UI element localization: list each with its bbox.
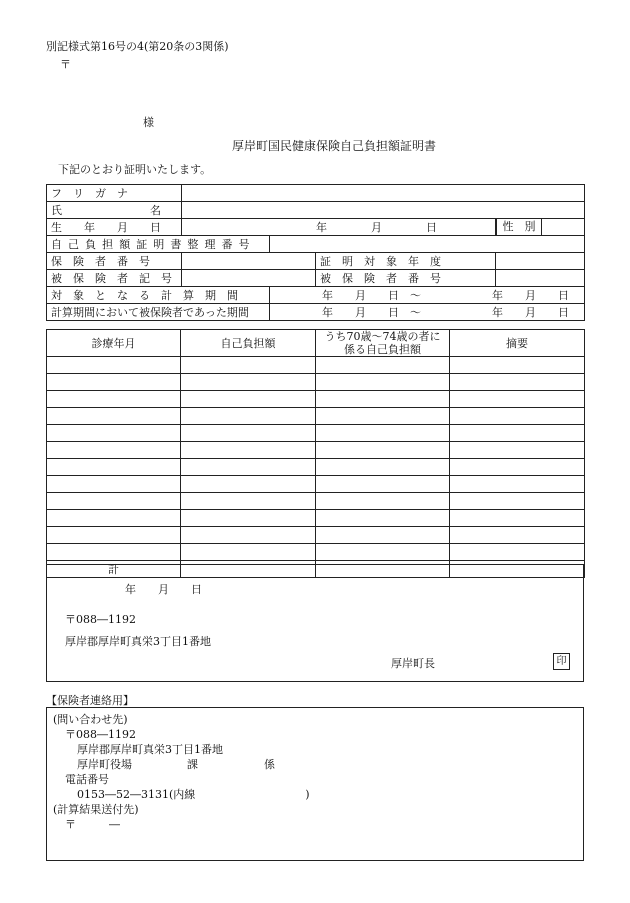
self-cell[interactable] [181,544,316,561]
calc-period-label: 対 象 と な る 計 算 期 間 [47,287,270,304]
table-row [47,493,585,510]
col-self-header: 自己負担額 [181,330,316,357]
calc-period-field[interactable] [270,287,585,304]
official-seal [553,653,570,670]
col-70-header-line2: 係る自己負担額 [344,343,421,356]
contact-postal: 〒088―1192 [65,728,136,741]
table-row [47,442,585,459]
note-cell[interactable] [450,425,585,442]
insurer-no-field[interactable] [182,253,316,270]
note-cell[interactable] [450,544,585,561]
calc-period-to: 年 月 日 [492,289,569,302]
send-to-postal[interactable]: 〒 ― [65,818,120,831]
month-cell[interactable] [47,357,181,374]
insured-no-label: 被 保 険 者 番 号 [316,270,496,287]
note-cell[interactable] [450,527,585,544]
insured-period-label: 計算期間において被保険者であった期間 [47,304,270,321]
month-cell[interactable] [47,391,181,408]
table-row [47,391,585,408]
table-row [47,425,585,442]
month-cell[interactable] [47,493,181,510]
gender-field[interactable] [542,219,584,235]
cert-year-label: 証 明 対 象 年 度 [316,253,496,270]
month-cell[interactable] [47,425,181,442]
inquiry-label: (問い合わせ先) [53,713,128,726]
contact-office: 厚岸町役場 課 係 [77,758,275,771]
month-cell[interactable] [47,442,181,459]
self-cell[interactable] [181,357,316,374]
phone-number: 0153―52―3131(内線 ) [77,788,310,801]
cert-no-label: 自己負担額証明書整理番号 [47,236,270,253]
honorific: 様 [143,116,154,129]
age70-cell[interactable] [316,527,450,544]
table-row [47,459,585,476]
age70-cell[interactable] [316,476,450,493]
gender-label: 性 別 [496,219,542,235]
month-cell[interactable] [47,527,181,544]
age70-cell[interactable] [316,408,450,425]
intro-text: 下記のとおり証明いたします。 [58,163,212,176]
table-row [47,527,585,544]
issuer-postal: 〒088―1192 [65,613,136,626]
age70-cell[interactable] [316,459,450,476]
insured-period-field[interactable] [270,304,585,321]
age70-cell[interactable] [316,544,450,561]
note-cell[interactable] [450,493,585,510]
gender-cell [496,219,585,236]
expense-table [46,329,585,578]
table-row [47,510,585,527]
mayor-title: 厚岸町長 [391,657,435,670]
phone-label: 電話番号 [65,773,109,786]
table-row [47,476,585,493]
self-cell[interactable] [181,374,316,391]
cert-date[interactable]: 年 月 日 [125,583,202,596]
col-month-header: 診療年月 [47,330,181,357]
col-note-header: 摘要 [450,330,585,357]
furigana-field[interactable] [182,185,585,202]
insured-symbol-label: 被 保 険 者 記 号 [47,270,182,287]
age70-cell[interactable] [316,374,450,391]
insured-no-field[interactable] [496,270,585,287]
self-cell[interactable] [181,391,316,408]
info-table [46,184,585,321]
self-cell[interactable] [181,442,316,459]
postal-mark: 〒 [60,58,71,71]
self-cell[interactable] [181,493,316,510]
contact-box [46,707,584,861]
month-cell[interactable] [47,459,181,476]
cert-no-field[interactable] [270,236,585,253]
note-cell[interactable] [450,408,585,425]
table-row [47,408,585,425]
self-cell[interactable] [181,527,316,544]
note-cell[interactable] [450,391,585,408]
self-cell[interactable] [181,459,316,476]
month-cell[interactable] [47,476,181,493]
cert-year-field[interactable] [496,253,585,270]
name-field[interactable] [182,202,585,219]
age70-cell[interactable] [316,510,450,527]
self-cell[interactable] [181,408,316,425]
insured-period-to: 年 月 日 [492,306,569,319]
table-row [47,544,585,561]
total-label: 計 [47,561,181,578]
month-cell[interactable] [47,510,181,527]
age70-cell[interactable] [316,357,450,374]
note-cell[interactable] [450,510,585,527]
col-70-header-line1: うち70歳～74歳の者に [324,330,441,343]
age70-cell[interactable] [316,493,450,510]
age70-cell[interactable] [316,442,450,459]
furigana-label: フ リ ガ ナ [47,185,182,202]
self-cell[interactable] [181,476,316,493]
issuer-address: 厚岸郡厚岸町真栄3丁目1番地 [65,635,211,648]
contact-address: 厚岸郡厚岸町真栄3丁目1番地 [77,743,223,756]
age70-cell[interactable] [316,425,450,442]
table-row [47,357,585,374]
table-row [47,374,585,391]
insured-symbol-field[interactable] [182,270,316,287]
month-cell[interactable] [47,544,181,561]
seal-icon: 印 [553,653,570,670]
note-cell[interactable] [450,357,585,374]
birth-label: 生 年 月 日 [47,219,182,236]
col-70-header [316,330,450,357]
contact-heading: 【保険者連絡用】 [46,694,134,707]
insured-period-from: 年 月 日 ～ [322,306,421,319]
note-cell[interactable] [450,374,585,391]
calc-period-from: 年 月 日 ～ [322,289,421,302]
self-cell[interactable] [181,425,316,442]
form-reference: 別記様式第16号の4(第20条の3関係) [46,40,229,53]
month-cell[interactable] [47,408,181,425]
month-cell[interactable] [47,374,181,391]
self-cell[interactable] [181,510,316,527]
name-label: 氏 名 [47,202,182,219]
note-cell[interactable] [450,442,585,459]
send-to-label: (計算結果送付先) [53,803,139,816]
certification-box [46,564,584,682]
age70-cell[interactable] [316,391,450,408]
birth-field[interactable]: 年 月 日 [182,219,496,236]
insurer-no-label: 保 険 者 番 号 [47,253,182,270]
document-title: 厚岸町国民健康保険自己負担額証明書 [232,139,437,153]
note-cell[interactable] [450,476,585,493]
note-cell[interactable] [450,459,585,476]
